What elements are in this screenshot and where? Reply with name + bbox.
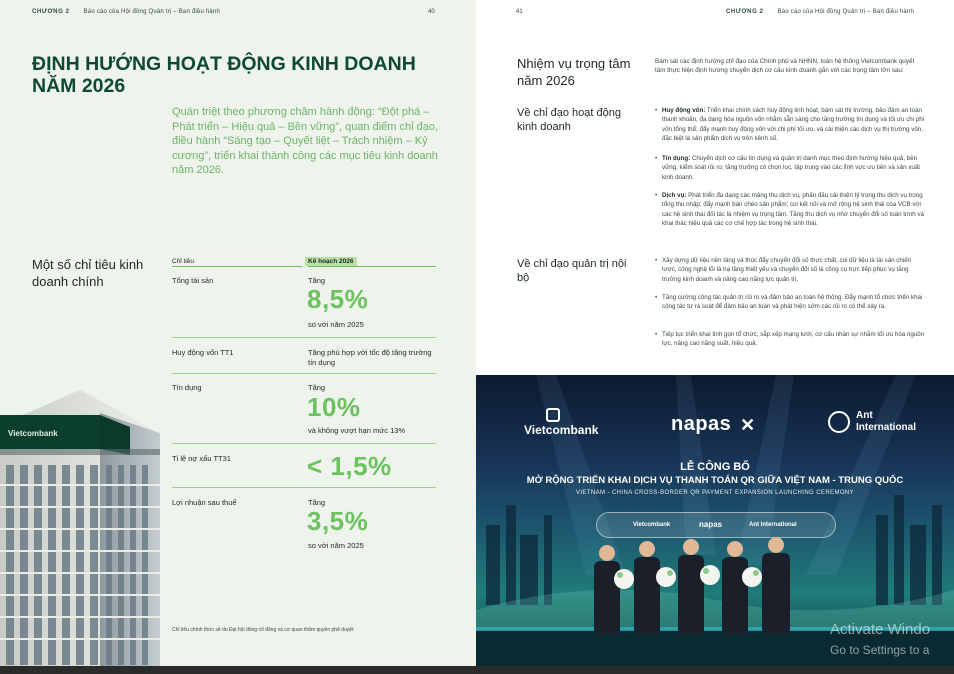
header-title: Báo cáo của Hội đồng Quản trị – Ban điều hành — [83, 9, 221, 15]
os-activation-watermark-sub: Go to Settings to a — [830, 643, 930, 657]
kpi-row-value: 8,5% — [307, 284, 369, 314]
running-header — [726, 9, 914, 15]
kpi-row-note: so với năm 2025 — [308, 541, 364, 550]
building-sign: Vietcombank — [8, 429, 58, 438]
business-item-text: Chuyển dịch cơ cấu tín dụng và quản trị danh mục theo định hướng hiệu quả, bền vững, kiểm soát rủi ro; tăng trưởng có chọn lọc, tập trung vào các lĩnh vực ưu tiên và sản xuất kinh doanh. — [662, 155, 920, 181]
column-header-plan: Kế hoạch 2026 — [305, 257, 357, 266]
kpi-row-label: Tỉ lệ nợ xấu TT31 — [172, 454, 231, 463]
business-item — [655, 191, 927, 229]
header-title: Báo cáo của Hội đồng Quản trị – Ban điều hành — [777, 9, 915, 15]
event-subtitle-vi: MỞ RỘNG TRIỂN KHAI DỊCH VỤ THANH TOÁN QR GIỮA VIỆT NAM - TRUNG QUỐC — [526, 475, 904, 486]
footnote: Chỉ tiêu chính thức sẽ do Đại hội đồng cổ đông và cơ quan thẩm quyền phê duyệt — [172, 627, 354, 633]
kpi-row-value: < 1,5% — [307, 451, 392, 481]
page-number: 40 — [428, 9, 435, 15]
napas-logo: napas — [671, 413, 732, 435]
kpi-row-value: 3,5% — [307, 506, 369, 536]
kpi-row-note: và không vượt hạn mức 13% — [308, 426, 406, 435]
ant-logo-line1: Ant — [856, 410, 873, 421]
governance-item: • Tiếp tục triển khai tinh gọn tổ chức, sắp xếp mạng lưới, cơ cấu nhân sự nhằm tối ưu hóa nguồn lực, nâng cao năng suất, hiệu quả. — [655, 330, 927, 349]
kpi-row-prefix: Tăng — [308, 276, 326, 285]
kpi-heading: Một số chỉ tiêu kinh doanh chính — [32, 257, 144, 289]
vietcombank-logo: Vietcombank — [524, 423, 599, 437]
header-chapter: CHƯƠNG 2 — [726, 9, 764, 15]
row-divider — [172, 487, 436, 488]
os-activation-watermark: Activate Windo — [830, 621, 931, 638]
focus-intro: Bám sát các định hướng chỉ đạo của Chính phủ và NHNN, toàn hệ thống Vietcombank quyết tâm thực hiện định hướng chuyển dịch cơ cấu kinh doanh gắn với các trọng tâm lớn sau: — [655, 58, 915, 75]
kpi-row-label: Tổng tài sản — [172, 276, 214, 285]
right-page — [476, 0, 954, 375]
business-item — [655, 106, 927, 144]
band-napas: napas — [699, 520, 723, 529]
vietcombank-tower-image — [0, 385, 160, 666]
kpi-row-value: 10% — [307, 392, 361, 422]
ant-international-logo-icon — [828, 411, 850, 433]
kpi-row-note: so với năm 2025 — [308, 320, 364, 329]
business-item — [655, 154, 927, 182]
band-ant: Ant International — [749, 522, 797, 528]
business-item-lead: Tín dụng: — [662, 155, 691, 162]
row-divider — [172, 373, 436, 374]
event-title: LỄ CÔNG BỐ — [680, 461, 750, 473]
page-number: 41 — [516, 9, 523, 15]
kpi-row-label: Lợi nhuận sau thuế — [172, 498, 237, 507]
governance-item: • Tăng cường công tác quản trị rủi ro và đảm bảo an toàn hệ thống. Đẩy mạnh tổ chức triển khai công tác tự rà soát để đảm bảo an toàn và phát hiện sớm các rủi ro có thể xảy ra. — [655, 293, 927, 312]
napas-logo-icon: ✕ — [740, 415, 756, 435]
kpi-row-label: Tín dụng — [172, 383, 202, 392]
ceremony-people — [586, 535, 796, 635]
header-divider — [172, 266, 302, 267]
business-item-text: Phát triển đa dạng các mảng thu dịch vụ, phấn đấu cải thiện tỷ trọng thu dịch vụ trong tổng thu nhập; đẩy mạnh bán chéo sản phẩm; coi kết nối và mở rộng hệ sinh thái của VCB với các hệ sinh thái đối tác là nhiệm vụ trọng tâm. Tăng thu dịch vụ nhờ chuyển đổi số toàn trình và khai thác hiệu quả các cơ chế hợp tác trong hệ sinh thái. — [662, 192, 924, 228]
event-photo — [476, 375, 954, 666]
row-divider — [172, 443, 436, 444]
ant-logo-line2: International — [856, 422, 917, 433]
kpi-row-prefix: Tăng — [308, 498, 326, 507]
kpi-row-label: Huy động vốn TT1 — [172, 348, 234, 357]
business-item-lead: Huy động vốn: — [662, 107, 706, 114]
focus-heading: Nhiệm vụ trọng tâm năm 2026 — [517, 56, 631, 88]
column-header-indicator: Chỉ tiêu — [172, 258, 195, 265]
business-heading: Về chỉ đạo hoạt động kinh doanh — [517, 107, 621, 133]
row-divider — [172, 337, 436, 338]
left-page — [0, 0, 476, 666]
band-vietcombank: Vietcombank — [633, 522, 671, 528]
vietcombank-logo-icon — [546, 408, 560, 422]
governance-heading: Về chỉ đạo quản trị nội bộ — [517, 258, 627, 284]
header-chapter: CHƯƠNG 2 — [32, 9, 70, 15]
running-header — [32, 9, 220, 15]
governance-item: • Xây dựng dữ liệu nền tảng và thúc đẩy chuyển đổi số thực chất, coi dữ liệu là tài sản chiến lược, công nghệ lõi là hạ tầng thiết yếu và chuyển đổi số là công cụ trực tiếp phục vụ tăng trưởng kinh doanh và nâng cao năng lực quản trị. — [655, 256, 927, 284]
header-divider — [308, 266, 436, 267]
business-item-text: Triển khai chính sách huy động linh hoạt, bám sát thị trường, bảo đảm an toàn thanh khoản, đa dạng hóa nguồn vốn nhằm sẵn sàng cho tăng trưởng tín dụng và tối ưu chi phí vốn tổng thể; đẩy mạnh huy động vốn với chi phí tối ưu, và cải thiện các dịch vụ thị trường vốn, đặc biệt là sản phẩm dịch vụ trên kênh số. — [662, 107, 925, 143]
lead-paragraph: Quán triệt theo phương châm hành động: “Đột phá – Phát triển – Hiệu quả – Bền vững”, quan điểm chỉ đạo, điều hành “Sáng tạo – Quyết liệt – Trách nhiệm – Kỷ cương”, triển khai thành công các mục tiêu kinh doanh năm 2026. — [172, 106, 439, 177]
event-subtitle-en: VIETNAM - CHINA CROSS-BORDER QR PAYMENT EXPANSION LAUNCHING CEREMONY — [575, 490, 855, 496]
business-item-lead: Dịch vụ: — [662, 192, 687, 199]
kpi-row-prefix: Tăng phù hợp với tốc độ tăng trưởng tín dụng — [308, 348, 432, 367]
page-title: ĐỊNH HƯỚNG HOẠT ĐỘNG KINH DOANH NĂM 2026 — [32, 53, 416, 97]
kpi-row-prefix: Tăng — [308, 383, 326, 392]
